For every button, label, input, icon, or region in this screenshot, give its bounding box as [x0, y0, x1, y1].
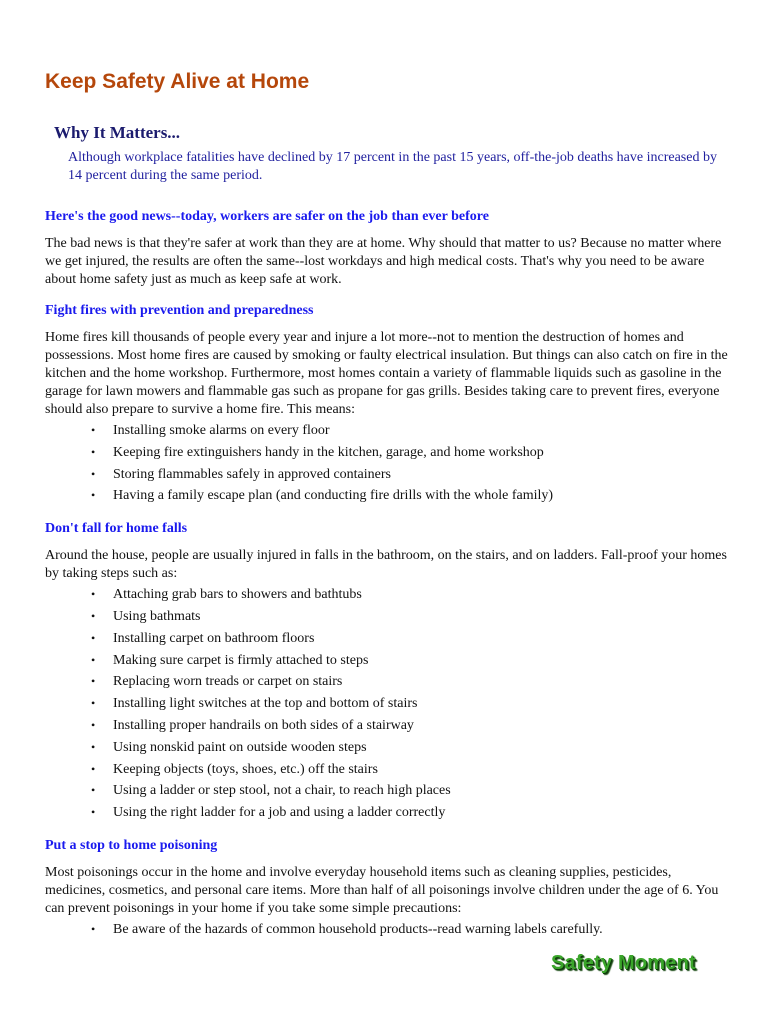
bullet-icon: • [91, 466, 96, 481]
list-item [91, 759, 735, 781]
section-fire-prevention [45, 302, 735, 507]
list-item [91, 919, 735, 941]
list-item-text: Keeping fire extinguishers handy in the kitchen, garage, and home workshop [113, 444, 544, 460]
list-item-text: Attaching grab bars to showers and bathtubs [113, 587, 362, 603]
section-paragraph: The bad news is that they're safer at work than they are at home. Why should that matter to us? Because no matter where we get injured, the results are often the same--lost workdays and high medical costs. That's why you need to be aware about home safety just as much as keep safe at work. [45, 236, 722, 287]
list-item-text: Storing flammables safely in approved containers [113, 466, 391, 482]
list-item [91, 650, 735, 672]
list-item-text: Be aware of the hazards of common household products--read warning labels carefully. [113, 921, 603, 937]
section-paragraph: Most poisonings occur in the home and involve everyday household items such as cleaning supplies, pesticides, medicines, cosmetics, and personal care items. More than half of all poisonings involve children under the age of 6. You can prevent poisonings in your home if you take some simple precautions: [45, 864, 719, 916]
bullet-icon: • [91, 488, 96, 503]
content-body [45, 208, 735, 954]
list-item [91, 485, 735, 507]
list-item-text: Using a ladder or step stool, not a chair, to reach high places [113, 783, 451, 799]
bullet-icon: • [91, 674, 96, 689]
bullet-icon: • [91, 739, 96, 754]
list-item-text: Using the right ladder for a job and using a ladder correctly [113, 805, 446, 821]
list-item-text: Replacing worn treads or carpet on stairs [113, 674, 343, 690]
bullet-list [45, 919, 735, 941]
list-item-text: Installing proper handrails on both sides of a stairway [113, 717, 414, 733]
bullet-list [45, 420, 735, 507]
section-good-news [45, 208, 735, 289]
safety-moment-logo: Safety Moment [551, 952, 696, 974]
bullet-icon: • [91, 423, 96, 437]
list-item-text: Making sure carpet is firmly attached to steps [113, 652, 369, 668]
bullet-icon: • [91, 783, 96, 798]
bullet-icon: • [91, 608, 96, 623]
list-item-text: Installing light switches at the top and bottom of stairs [113, 696, 418, 712]
list-item-text: Using nonskid paint on outside wooden steps [113, 739, 367, 755]
list-item [91, 780, 735, 802]
bullet-icon: • [91, 921, 96, 936]
list-item [91, 715, 735, 737]
bullet-list [45, 584, 735, 824]
bullet-icon: • [91, 587, 96, 602]
section-poisoning [45, 837, 735, 941]
bullet-icon: • [91, 761, 96, 776]
list-item-text: Installing carpet on bathroom floors [113, 630, 315, 646]
list-item [91, 737, 735, 759]
section-falls [45, 520, 735, 824]
section-paragraph: Home fires kill thousands of people every year and injure a lot more--not to mention the destruction of homes and possessions. Most home fires are caused by smoking or faulty electrical insulation. But things can also catch on fire in the kitchen and the home workshop. Furthermore, most homes contain a variety of flammable liquids such as gasoline in the garage for lawn mowers and flammable gas such as propane for gas grills. Besides taking care to prevent fires, everyone should also prepare to survive a home fire. This means: [45, 330, 728, 417]
section-heading: Don't fall for home falls [45, 521, 188, 537]
section-heading: Here's the good news--today, workers are safer on the job than ever before [45, 209, 489, 224]
list-item [91, 671, 735, 693]
list-item [91, 628, 735, 650]
bullet-icon: • [91, 717, 96, 732]
why-paragraph: Although workplace fatalities have declined by 17 percent in the past 15 years, off-the-job deaths have increased by 14 percent during the same period. [68, 150, 717, 183]
bullet-icon: • [91, 444, 96, 459]
list-item-text: Installing smoke alarms on every floor [113, 423, 330, 438]
list-item-text: Using bathmats [113, 608, 201, 624]
section-paragraph: Around the house, people are usually injured in falls in the bathroom, on the stairs, and on ladders. Fall-proof your homes by taking steps such as: [45, 548, 727, 582]
section-heading: Put a stop to home poisoning [45, 837, 218, 853]
list-item [91, 584, 735, 606]
bullet-icon: • [91, 805, 96, 820]
bullet-icon: • [91, 652, 96, 667]
list-item [91, 420, 735, 442]
bullet-icon: • [91, 696, 96, 711]
bullet-icon: • [91, 630, 96, 645]
list-item [91, 464, 735, 486]
section-heading: Fight fires with prevention and preparedness [45, 303, 314, 318]
why-heading: Why It Matters... [54, 123, 181, 142]
list-item-text: Keeping objects (toys, shoes, etc.) off the stairs [113, 761, 378, 777]
list-item [91, 442, 735, 464]
list-item [91, 693, 735, 715]
page-title: Keep Safety Alive at Home [45, 70, 310, 93]
list-item [91, 606, 735, 628]
list-item-text: Having a family escape plan (and conducting fire drills with the whole family) [113, 488, 554, 504]
list-item [91, 802, 735, 824]
